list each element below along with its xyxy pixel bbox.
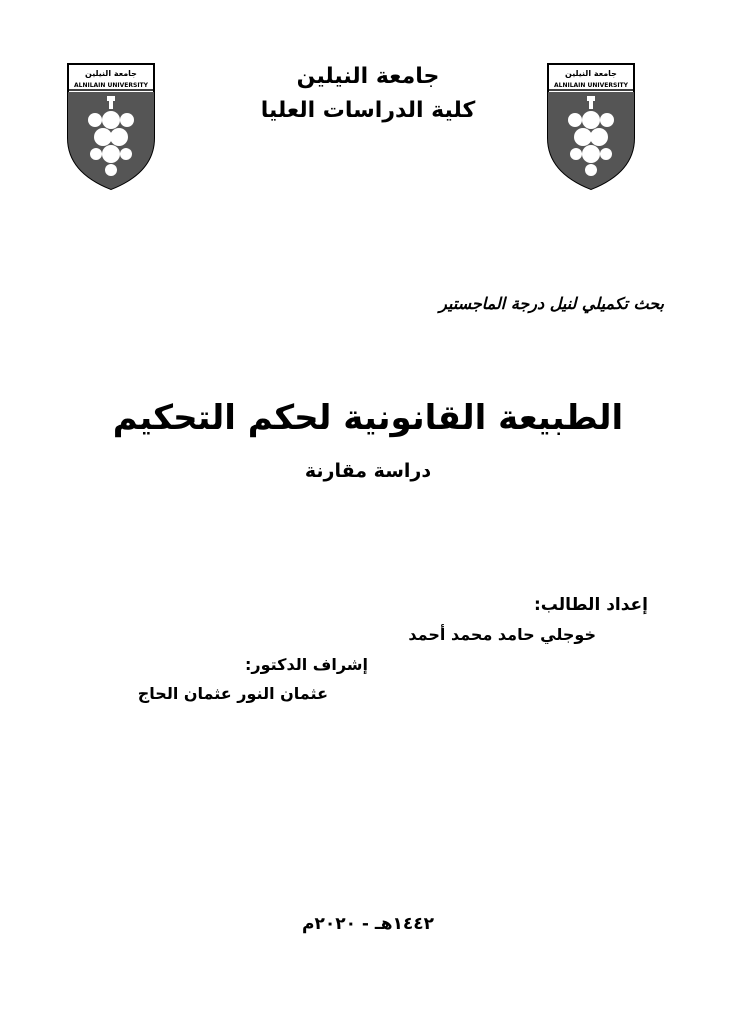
date: ١٤٤٢هـ - ٢٠٢٠م: [302, 914, 434, 934]
seal-english-text: ALNILAIN UNIVERSITY: [73, 82, 149, 89]
supervisor-name: عثمان النور عثمان الحاج: [137, 684, 328, 703]
seal-arabic-text: جامعة النيلين: [565, 69, 617, 78]
student-label: إعداد الطالب:: [533, 595, 648, 615]
university-name: جامعة النيلين: [296, 64, 440, 89]
supervisor-label: إشراف الدكتور:: [244, 655, 368, 674]
seal-arabic-text: جامعة النيلين: [85, 69, 137, 78]
thesis-subtitle: دراسة مقارنة: [304, 460, 432, 482]
student-name: خوجلي حامد محمد أحمد: [408, 625, 596, 644]
college-name: كلية الدراسات العليا: [260, 98, 476, 123]
seal-english-text: ALNILAIN UNIVERSITY: [553, 82, 629, 89]
thesis-title: الطبيعة القانونية لحكم التحكيم: [112, 398, 624, 438]
degree-line: بحث تكميلي لنيل درجة الماجستير: [439, 294, 664, 313]
